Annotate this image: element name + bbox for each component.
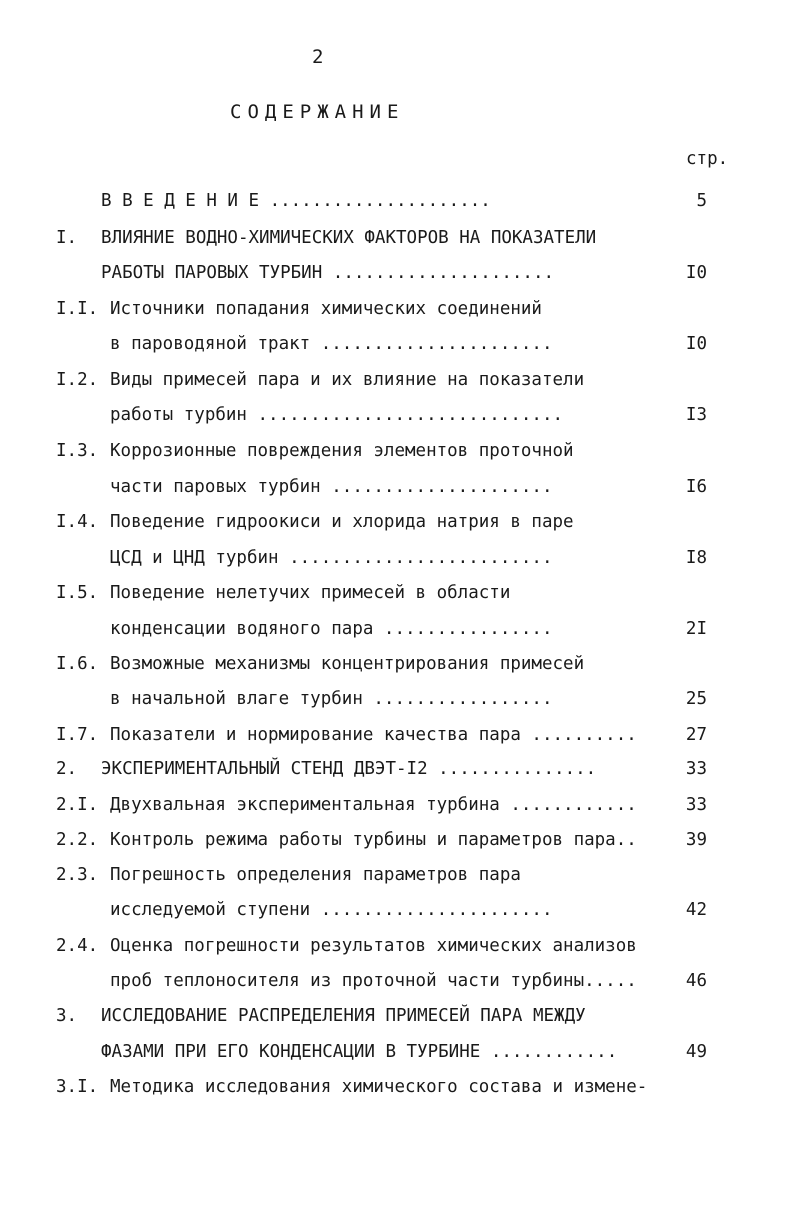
toc-entry-page: I0 — [685, 334, 707, 354]
toc-entry-text: исследуемой ступени ...................... — [110, 900, 553, 920]
toc-entry-page: 49 — [685, 1042, 707, 1062]
toc-entry-text: части паровых турбин ..................... — [110, 477, 553, 497]
toc-entry-text: Погрешность определения параметров пара — [110, 865, 521, 885]
toc-entry-text: Поведение нелетучих примесей в области — [110, 583, 511, 603]
toc-entry-page: 27 — [685, 725, 707, 745]
toc-entry-number: 3. — [56, 1006, 78, 1026]
toc-entry-text: ЭКСПЕРИМЕНТАЛЬНЫЙ СТЕНД ДВЭТ-I2 ............... — [101, 759, 597, 779]
toc-entry-page: 33 — [685, 795, 707, 815]
toc-entry-number: 2. — [56, 759, 78, 779]
toc-entry-text: Источники попадания химических соединений — [110, 299, 542, 319]
toc-entry-text: Контроль режима работы турбины и параметров пара.. — [110, 830, 637, 850]
toc-entry-number: I.2. — [56, 370, 99, 390]
toc-entry-page: I8 — [685, 548, 707, 568]
toc-entry-number: 3.I. — [56, 1077, 99, 1097]
toc-entry-number: 2.2. — [56, 830, 99, 850]
toc-entry-text: Показатели и нормирование качества пара .......... — [110, 725, 637, 745]
toc-entry-number: 2.3. — [56, 865, 99, 885]
toc-entry-text: ИССЛЕДОВАНИЕ РАСПРЕДЕЛЕНИЯ ПРИМЕСЕЙ ПАРА МЕЖДУ — [101, 1006, 586, 1026]
toc-entry-text: ЦСД и ЦНД турбин ......................... — [110, 548, 553, 568]
toc-entry-text: Возможные механизмы концентрирования примесей — [110, 654, 585, 674]
toc-entry-text: работы турбин ............................. — [110, 405, 564, 425]
toc-entry-number: I. — [56, 228, 78, 248]
toc-entry-text: проб теплоносителя из проточной части турбины..... — [110, 971, 637, 991]
toc-entry-number: I.I. — [56, 299, 99, 319]
toc-entry-page: I6 — [685, 477, 707, 497]
toc-entry-number: 2.4. — [56, 936, 99, 956]
toc-entry-number: I.4. — [56, 512, 99, 532]
toc-entry-text: в пароводяной тракт ...................... — [110, 334, 553, 354]
toc-entry-page: 2I — [685, 619, 707, 639]
toc-entry-page: 42 — [685, 900, 707, 920]
toc-entry-text: РАБОТЫ ПАРОВЫХ ТУРБИН ..................... — [101, 263, 555, 283]
toc-entry-text: Двухвальная экспериментальная турбина ............ — [110, 795, 637, 815]
page-title: СОДЕРЖАНИЕ — [230, 101, 405, 123]
toc-entry-text: В В Е Д Е Н И Е ..................... — [101, 191, 491, 211]
toc-entry-page: 25 — [685, 689, 707, 709]
toc-entry-number: I.6. — [56, 654, 99, 674]
toc-entry-number: I.3. — [56, 441, 99, 461]
page-column-header: стр. — [686, 149, 729, 169]
page-number: 2 — [312, 46, 324, 68]
toc-entry-page: 5 — [696, 191, 707, 211]
toc-entry-page: 33 — [685, 759, 707, 779]
toc-entry-text: Оценка погрешности результатов химических анализов — [110, 936, 637, 956]
toc-entry-text: в начальной влаге турбин ................. — [110, 689, 553, 709]
toc-entry-text: Методика исследования химического состава и измене- — [110, 1077, 648, 1097]
toc-entry-text: Поведение гидроокиси и хлорида натрия в паре — [110, 512, 574, 532]
toc-entry-text: ФАЗАМИ ПРИ ЕГО КОНДЕНСАЦИИ В ТУРБИНЕ ............ — [101, 1042, 618, 1062]
toc-entry-page: 39 — [685, 830, 707, 850]
toc-entry-text: Коррозионные повреждения элементов проточной — [110, 441, 574, 461]
toc-entry-number: 2.I. — [56, 795, 99, 815]
toc-entry-text: Виды примесей пара и их влияние на показатели — [110, 370, 585, 390]
toc-entry-page: I3 — [685, 405, 707, 425]
toc-entry-number: I.7. — [56, 725, 99, 745]
toc-entry-text: ВЛИЯНИЕ ВОДНО-ХИМИЧЕСКИХ ФАКТОРОВ НА ПОКАЗАТЕЛИ — [101, 228, 597, 248]
toc-entry-text: конденсации водяного пара ................ — [110, 619, 553, 639]
toc-entry-page: I0 — [685, 263, 707, 283]
toc-entry-number: I.5. — [56, 583, 99, 603]
toc-entry-page: 46 — [685, 971, 707, 991]
